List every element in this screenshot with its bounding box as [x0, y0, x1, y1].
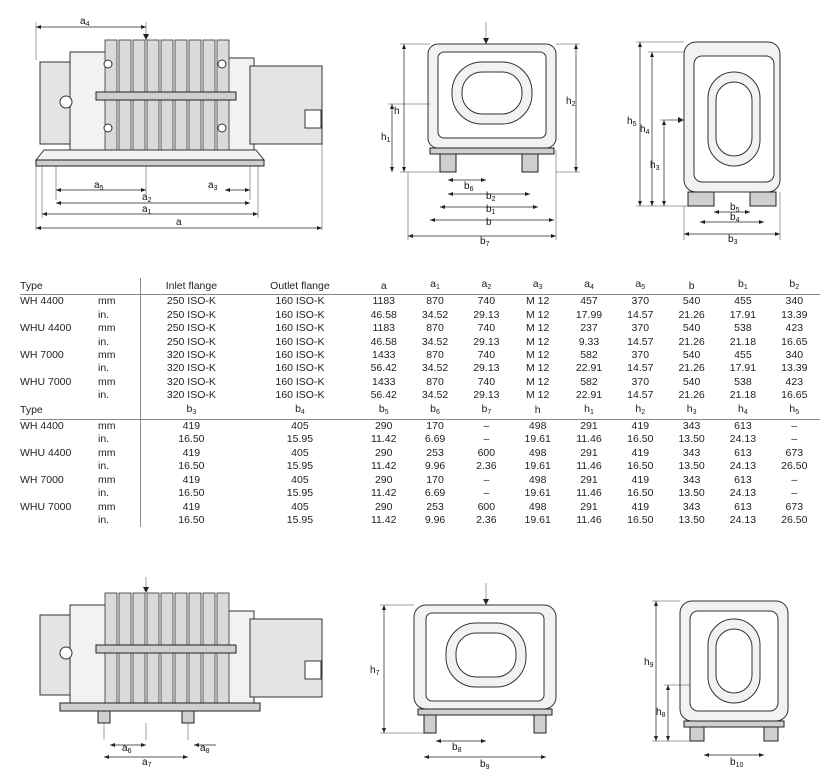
- unit-cell: mm: [98, 501, 141, 514]
- value-cell: 1433: [372, 349, 396, 362]
- dim-label-a: a: [176, 217, 182, 228]
- value-cell: 160 ISO-K: [275, 389, 325, 402]
- dim-label-b4: $b_4$: [730, 212, 740, 224]
- value-cell: 11.46: [576, 460, 602, 473]
- value-cell: 2.36: [476, 513, 497, 526]
- table2-row: [20, 460, 820, 473]
- value-cell: 291: [580, 420, 598, 433]
- value-cell: 582: [580, 349, 598, 362]
- value-cell: 253: [426, 500, 444, 513]
- value-cell: 1183: [372, 295, 396, 308]
- value-cell: 15.95: [286, 487, 314, 500]
- table2-type-header: Type: [20, 403, 141, 420]
- value-cell: 740: [477, 322, 496, 335]
- value-cell: 26.50: [781, 513, 808, 526]
- dim-label-a3: $a_3$: [208, 180, 218, 192]
- value-cell: 15.95: [286, 433, 314, 446]
- type-cell: WH 4400: [20, 295, 64, 308]
- type-cell: [20, 362, 98, 375]
- table1-col-header: $a_5$: [615, 278, 666, 295]
- type-cell: WH 4400: [20, 420, 64, 433]
- dimension-table-1: [20, 278, 820, 527]
- value-cell: 16.50: [178, 513, 205, 526]
- table2-row: [20, 474, 820, 487]
- value-cell: 870: [426, 295, 444, 308]
- dim-label-a1: $a_1$: [142, 204, 152, 216]
- table1-row: [20, 376, 820, 389]
- value-cell: 419: [631, 446, 650, 459]
- value-cell: 34.52: [421, 308, 449, 321]
- table2-col-header: $h_3$: [666, 403, 717, 420]
- value-cell: 24.13: [729, 513, 757, 526]
- type-cell: WHU 4400: [20, 446, 72, 459]
- value-cell: 14.57: [627, 308, 654, 321]
- value-cell: –: [791, 487, 798, 500]
- table1-row: [20, 322, 820, 335]
- value-cell: 14.57: [627, 335, 654, 348]
- value-cell: 6.69: [424, 433, 446, 446]
- value-cell: 170: [426, 420, 444, 433]
- type-cell: WHU 4400: [20, 322, 72, 335]
- value-cell: 34.52: [421, 362, 449, 375]
- value-cell: 419: [631, 500, 650, 513]
- value-cell: 253: [426, 446, 444, 459]
- table1-col-header: $a_2$: [461, 278, 512, 295]
- value-cell: –: [791, 420, 798, 433]
- value-cell: 16.65: [781, 389, 808, 402]
- value-cell: 1433: [372, 375, 396, 388]
- table2-col-header: $b_4$: [242, 403, 358, 420]
- value-cell: 613: [734, 500, 752, 513]
- value-cell: 538: [734, 322, 752, 335]
- unit-cell: mm: [98, 420, 141, 434]
- side-view-drawing: [36, 22, 322, 166]
- value-cell: 160 ISO-K: [275, 322, 325, 335]
- table2-col-header: $b_6$: [409, 403, 460, 420]
- table2-col-header: $h_1$: [563, 403, 614, 420]
- value-cell: 870: [426, 349, 444, 362]
- dim-label-a7: $a_7$: [142, 757, 152, 769]
- value-cell: 540: [682, 349, 701, 362]
- table1-row: [20, 349, 820, 362]
- unit-cell: in.: [98, 487, 141, 500]
- value-cell: 29.13: [473, 335, 500, 348]
- value-cell: 170: [426, 473, 444, 486]
- value-cell: 46.58: [370, 335, 397, 348]
- table1-row: [20, 389, 820, 402]
- table1-type-header: Type: [20, 278, 141, 295]
- value-cell: 13.50: [678, 433, 705, 446]
- dim-label-a6: $a_6$: [122, 743, 132, 755]
- value-cell: 405: [291, 420, 309, 433]
- value-cell: 320 ISO-K: [166, 389, 216, 402]
- value-cell: 290: [374, 446, 393, 459]
- value-cell: 11.42: [370, 433, 397, 446]
- value-cell: 538: [734, 375, 752, 388]
- unit-cell: mm: [98, 322, 141, 335]
- table1-col-header: $b_1$: [717, 278, 768, 295]
- value-cell: 14.57: [627, 362, 654, 375]
- dim-label-b7: $b_7$: [480, 236, 490, 248]
- value-cell: 19.61: [524, 487, 551, 500]
- value-cell: 498: [528, 446, 547, 459]
- table2-col-header: h: [512, 403, 563, 420]
- value-cell: 22.91: [575, 389, 603, 402]
- value-cell: 19.61: [524, 460, 551, 473]
- value-cell: 498: [528, 473, 547, 486]
- value-cell: 1183: [372, 322, 396, 335]
- table1-col-header: $a_3$: [512, 278, 563, 295]
- dim-label-b5: $b_5$: [730, 202, 740, 214]
- table2-row: [20, 420, 820, 434]
- value-cell: 250 ISO-K: [166, 295, 216, 308]
- value-cell: –: [791, 433, 798, 446]
- value-cell: –: [791, 473, 798, 486]
- value-cell: 343: [682, 473, 701, 486]
- value-cell: 21.18: [729, 335, 757, 348]
- unit-cell: in.: [98, 362, 141, 375]
- dim-label-h2: $h_2$: [566, 96, 576, 108]
- value-cell: 29.13: [473, 389, 500, 402]
- value-cell: 540: [682, 295, 701, 308]
- type-cell: WHU 7000: [20, 500, 72, 513]
- value-cell: 419: [182, 420, 201, 433]
- unit-cell: mm: [98, 376, 141, 389]
- value-cell: 340: [785, 295, 804, 308]
- table1-col-header: b: [666, 278, 717, 295]
- table1-row: [20, 362, 820, 375]
- table2-col-header: $b_5$: [358, 403, 409, 420]
- type-cell: [20, 487, 98, 500]
- table1-col-header: $a_4$: [563, 278, 614, 295]
- type-cell: WH 7000: [20, 349, 64, 362]
- value-cell: 56.42: [370, 362, 397, 375]
- value-cell: 13.39: [781, 362, 808, 375]
- value-cell: 160 ISO-K: [275, 362, 325, 375]
- value-cell: M 12: [526, 295, 550, 308]
- value-cell: 56.42: [370, 389, 397, 402]
- value-cell: 21.18: [729, 389, 757, 402]
- table2-col-header: $b_7$: [461, 403, 512, 420]
- value-cell: 34.52: [421, 389, 449, 402]
- dim-label-h7: $h_7$: [370, 665, 380, 677]
- value-cell: 455: [734, 349, 752, 362]
- value-cell: 34.52: [421, 335, 449, 348]
- value-cell: 498: [528, 500, 547, 513]
- value-cell: M 12: [526, 375, 550, 388]
- end-view-drawing: [666, 42, 780, 206]
- value-cell: 16.50: [178, 487, 205, 500]
- unit-cell: in.: [98, 514, 141, 527]
- value-cell: 582: [580, 375, 598, 388]
- dim-label-h3: $h_3$: [650, 160, 660, 172]
- value-cell: –: [483, 473, 490, 486]
- dimension-tables: [20, 278, 820, 527]
- value-cell: 16.50: [627, 487, 654, 500]
- value-cell: 600: [477, 500, 496, 513]
- side-view-drawing-bottom: [40, 577, 322, 723]
- dim-label-h8: $h_8$: [656, 707, 666, 719]
- value-cell: 29.13: [473, 308, 500, 321]
- value-cell: 9.96: [424, 460, 446, 473]
- value-cell: 237: [580, 322, 598, 335]
- unit-cell: mm: [98, 447, 141, 460]
- value-cell: 419: [182, 500, 201, 513]
- unit-cell: in.: [98, 460, 141, 473]
- value-cell: 320 ISO-K: [166, 362, 216, 375]
- dim-label-a8: $a_8$: [200, 743, 210, 755]
- value-cell: 13.39: [781, 308, 808, 321]
- value-cell: 370: [631, 295, 650, 308]
- value-cell: 870: [426, 375, 444, 388]
- value-cell: 405: [291, 473, 309, 486]
- unit-cell: in.: [98, 336, 141, 349]
- value-cell: 13.50: [678, 460, 705, 473]
- value-cell: 16.50: [178, 433, 205, 446]
- dim-label-b6: $b_6$: [464, 181, 474, 193]
- value-cell: M 12: [526, 335, 550, 348]
- value-cell: 291: [580, 446, 598, 459]
- dim-label-b9: $b_9$: [480, 759, 490, 771]
- value-cell: 160 ISO-K: [275, 349, 325, 362]
- table1-row: [20, 309, 820, 322]
- type-cell: [20, 309, 98, 322]
- value-cell: 13.50: [678, 487, 705, 500]
- value-cell: 15.95: [286, 513, 314, 526]
- table2-row: [20, 501, 820, 514]
- value-cell: 291: [580, 500, 598, 513]
- side-view-dimensions-bottom: [104, 723, 216, 769]
- value-cell: 291: [580, 473, 598, 486]
- table2-col-header: $h_2$: [615, 403, 666, 420]
- value-cell: 423: [785, 322, 804, 335]
- value-cell: 673: [785, 446, 804, 459]
- value-cell: 250 ISO-K: [166, 308, 216, 321]
- value-cell: 11.46: [576, 513, 602, 526]
- value-cell: 16.50: [627, 513, 654, 526]
- type-cell: [20, 460, 98, 473]
- table1-row: [20, 336, 820, 349]
- value-cell: 740: [477, 375, 496, 388]
- table1-row: [20, 295, 820, 309]
- value-cell: 320 ISO-K: [166, 375, 216, 388]
- value-cell: 290: [374, 473, 393, 486]
- dim-label-h5: $h_5$: [627, 116, 637, 128]
- table1-col-header: $a_1$: [409, 278, 460, 295]
- table1-col-header: $b_2$: [769, 278, 820, 295]
- value-cell: 9.96: [424, 513, 446, 526]
- value-cell: 290: [374, 420, 393, 433]
- unit-cell: in.: [98, 309, 141, 322]
- table2-col-header: $h_5$: [769, 403, 820, 420]
- value-cell: 600: [477, 446, 496, 459]
- unit-cell: mm: [98, 295, 141, 309]
- value-cell: 9.33: [578, 335, 600, 348]
- value-cell: M 12: [526, 349, 550, 362]
- dim-label-a2: $a_2$: [142, 192, 152, 204]
- type-cell: [20, 389, 98, 402]
- value-cell: M 12: [526, 308, 550, 321]
- value-cell: 320 ISO-K: [166, 349, 216, 362]
- unit-cell: in.: [98, 433, 141, 446]
- value-cell: –: [483, 487, 490, 500]
- value-cell: 21.26: [678, 362, 705, 375]
- value-cell: 613: [734, 446, 752, 459]
- value-cell: 370: [631, 322, 650, 335]
- value-cell: 21.26: [678, 335, 705, 348]
- value-cell: 740: [477, 349, 496, 362]
- value-cell: 613: [734, 473, 752, 486]
- table1-col-header: Inlet flange: [141, 278, 242, 295]
- table1-col-header: a: [358, 278, 409, 295]
- value-cell: 343: [682, 420, 701, 433]
- value-cell: 11.42: [370, 487, 397, 500]
- value-cell: 24.13: [729, 487, 757, 500]
- dim-label-h4: $h_4$: [640, 124, 650, 136]
- value-cell: 370: [631, 375, 650, 388]
- value-cell: M 12: [526, 322, 550, 335]
- dim-label-h1: $h_1$: [381, 132, 391, 144]
- value-cell: 17.91: [729, 308, 757, 321]
- value-cell: 160 ISO-K: [275, 308, 325, 321]
- value-cell: 740: [477, 295, 496, 308]
- value-cell: 6.69: [424, 487, 446, 500]
- value-cell: 419: [182, 473, 201, 486]
- value-cell: 21.26: [678, 308, 705, 321]
- value-cell: 540: [682, 322, 701, 335]
- dim-label-b3: $b_3$: [728, 234, 738, 246]
- value-cell: 26.50: [781, 460, 808, 473]
- dim-label-b8: $b_8$: [452, 742, 462, 754]
- value-cell: 24.13: [729, 433, 757, 446]
- value-cell: 423: [785, 375, 804, 388]
- table1-col-header: Outlet flange: [242, 278, 358, 295]
- unit-cell: mm: [98, 474, 141, 487]
- value-cell: M 12: [526, 362, 550, 375]
- value-cell: 21.26: [678, 389, 705, 402]
- value-cell: 11.46: [576, 487, 602, 500]
- value-cell: 340: [785, 349, 804, 362]
- type-cell: [20, 514, 98, 527]
- table2-col-header: $b_3$: [141, 403, 242, 420]
- value-cell: 540: [682, 375, 701, 388]
- value-cell: 457: [580, 295, 598, 308]
- value-cell: 2.36: [476, 460, 497, 473]
- value-cell: 343: [682, 446, 701, 459]
- value-cell: 14.57: [627, 389, 654, 402]
- value-cell: 16.50: [178, 460, 205, 473]
- type-cell: WH 7000: [20, 473, 64, 486]
- table2-row: [20, 433, 820, 446]
- value-cell: 46.58: [370, 308, 397, 321]
- dim-label-b: b: [486, 217, 492, 228]
- value-cell: 370: [631, 349, 650, 362]
- value-cell: 455: [734, 295, 752, 308]
- type-cell: [20, 433, 98, 446]
- value-cell: 16.50: [627, 433, 654, 446]
- dim-label-a4: $a_4$: [80, 16, 90, 28]
- value-cell: 160 ISO-K: [275, 295, 325, 308]
- value-cell: 22.91: [575, 362, 603, 375]
- dim-label-b2: $b_2$: [486, 191, 496, 203]
- value-cell: 11.42: [370, 513, 397, 526]
- table2-row: [20, 514, 820, 527]
- value-cell: 17.91: [729, 362, 757, 375]
- value-cell: 498: [528, 420, 547, 433]
- value-cell: 17.99: [575, 308, 603, 321]
- dim-label-b1: $b_1$: [486, 204, 496, 216]
- value-cell: 419: [631, 473, 650, 486]
- value-cell: –: [483, 433, 490, 446]
- top-drawings: [0, 0, 836, 270]
- value-cell: 405: [291, 500, 309, 513]
- unit-cell: in.: [98, 389, 141, 402]
- value-cell: 870: [426, 322, 444, 335]
- value-cell: 405: [291, 446, 309, 459]
- value-cell: 19.61: [524, 433, 551, 446]
- value-cell: 15.95: [286, 460, 314, 473]
- type-cell: [20, 336, 98, 349]
- dim-label-b10: $b_{10}$: [730, 757, 744, 769]
- value-cell: 13.50: [678, 513, 705, 526]
- value-cell: 673: [785, 500, 804, 513]
- value-cell: 11.46: [576, 433, 602, 446]
- dim-label-h: h: [394, 106, 400, 117]
- value-cell: M 12: [526, 389, 550, 402]
- value-cell: 11.42: [370, 460, 397, 473]
- value-cell: 290: [374, 500, 393, 513]
- value-cell: 29.13: [473, 362, 500, 375]
- value-cell: 19.61: [524, 513, 551, 526]
- unit-cell: mm: [98, 349, 141, 362]
- table2-col-header: $h_4$: [717, 403, 768, 420]
- table2-row: [20, 447, 820, 460]
- value-cell: 613: [734, 420, 752, 433]
- value-cell: 250 ISO-K: [166, 322, 216, 335]
- front-view-drawing-bottom: [414, 583, 556, 733]
- table2-row: [20, 487, 820, 500]
- value-cell: 160 ISO-K: [275, 335, 325, 348]
- value-cell: 419: [631, 420, 650, 433]
- value-cell: 250 ISO-K: [166, 335, 216, 348]
- type-cell: WHU 7000: [20, 375, 72, 388]
- value-cell: 16.50: [627, 460, 654, 473]
- value-cell: 419: [182, 446, 201, 459]
- dim-label-h9: $h_9$: [644, 657, 654, 669]
- value-cell: 160 ISO-K: [275, 375, 325, 388]
- bottom-drawings: [0, 575, 836, 777]
- end-view-drawing-bottom: [680, 601, 788, 741]
- front-view-drawing: [428, 22, 556, 172]
- value-cell: 16.65: [781, 335, 808, 348]
- value-cell: 24.13: [729, 460, 757, 473]
- value-cell: –: [483, 420, 490, 433]
- dim-label-a5: $a_5$: [94, 180, 104, 192]
- value-cell: 343: [682, 500, 701, 513]
